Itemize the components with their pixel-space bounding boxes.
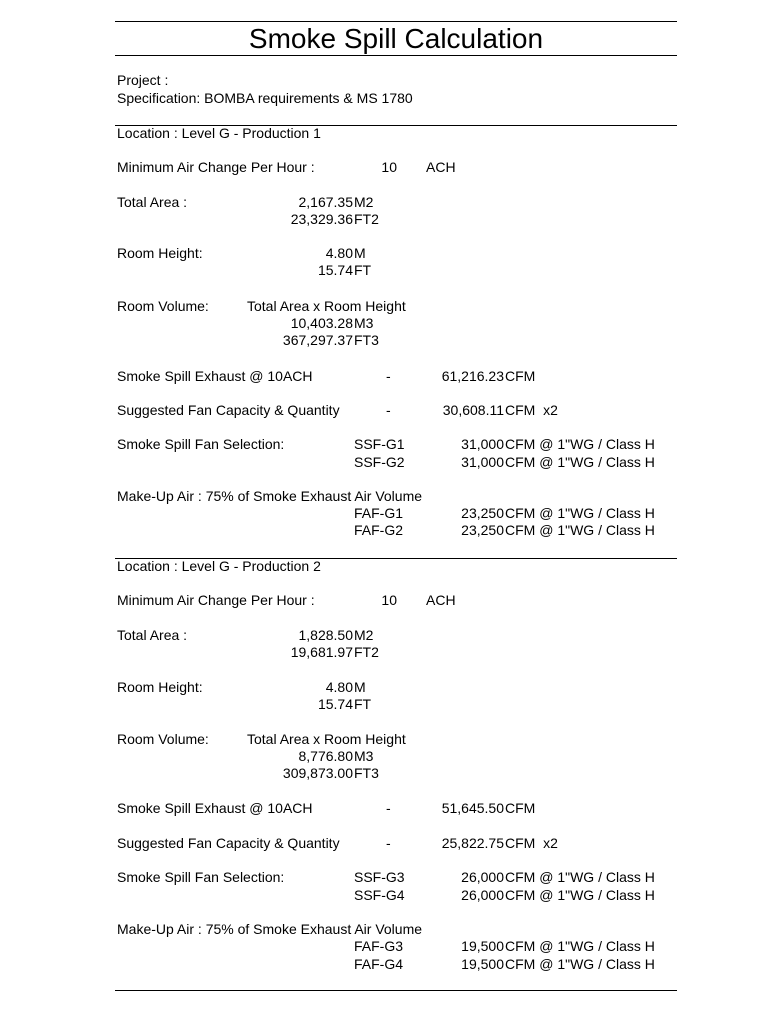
fan-tag: SSF-G1 xyxy=(354,436,405,452)
makeup-fan-tag: FAF-G2 xyxy=(354,522,404,538)
height-m-value: 4.80 xyxy=(325,245,353,261)
volume-formula: Total Area x Room Height xyxy=(247,731,406,747)
area-m2-value: 2,167.35 xyxy=(298,194,353,210)
exhaust-value: 61,216.23 xyxy=(441,368,504,384)
location-label: Location : Level G - Production 2 xyxy=(117,558,321,574)
exhaust-dash: - xyxy=(386,368,391,384)
fan-capacity-label: Suggested Fan Capacity & Quantity xyxy=(117,402,340,418)
exhaust-dash: - xyxy=(386,800,391,816)
fan-selection-label: Smoke Spill Fan Selection: xyxy=(117,869,285,885)
height-ft-value: 15.74 xyxy=(317,696,353,712)
makeup-fan-value: 23,250 xyxy=(461,522,504,538)
makeup-fan-tag: FAF-G3 xyxy=(354,938,404,954)
fan-spec: CFM @ 1"WG / Class H xyxy=(505,436,655,452)
ach-value: 10 xyxy=(381,592,397,608)
volume-m3-value: 10,403.28 xyxy=(290,315,353,331)
ach-label: Minimum Air Change Per Hour : xyxy=(117,592,315,608)
height-m-unit: M xyxy=(354,679,366,695)
fan-capacity-dash: - xyxy=(386,835,391,851)
fan-tag: SSF-G2 xyxy=(354,454,405,470)
makeup-fan-value: 19,500 xyxy=(461,956,504,972)
makeup-fan-tag: FAF-G1 xyxy=(354,505,404,521)
height-label: Room Height: xyxy=(117,679,203,695)
project-label: Project : xyxy=(117,72,169,88)
makeup-fan-spec: CFM @ 1"WG / Class H xyxy=(505,505,655,521)
specification: Specification: BOMBA requirements & MS 1780 xyxy=(117,90,413,106)
fan-spec: CFM @ 1"WG / Class H xyxy=(505,869,655,885)
volume-ft3-value: 367,297.37 xyxy=(282,332,353,348)
area-label: Total Area : xyxy=(117,627,188,643)
fan-spec: CFM @ 1"WG / Class H xyxy=(505,454,655,470)
fan-tag: SSF-G3 xyxy=(354,869,405,885)
volume-label: Room Volume: xyxy=(117,731,209,747)
exhaust-unit: CFM xyxy=(505,368,536,384)
ach-unit: ACH xyxy=(426,159,456,175)
makeup-fan-value: 19,500 xyxy=(461,938,504,954)
exhaust-value: 51,645.50 xyxy=(441,800,504,816)
fan-value: 26,000 xyxy=(461,887,504,903)
area-label: Total Area : xyxy=(117,194,188,210)
fan-tag: SSF-G4 xyxy=(354,887,405,903)
fan-capacity-label: Suggested Fan Capacity & Quantity xyxy=(117,835,340,851)
area-m2-unit: M2 xyxy=(354,194,374,210)
volume-ft3-value: 309,873.00 xyxy=(282,765,353,781)
fan-capacity-unit: CFM x2 xyxy=(505,402,558,418)
fan-value: 31,000 xyxy=(461,454,504,470)
volume-formula: Total Area x Room Height xyxy=(247,298,406,314)
fan-capacity-value: 25,822.75 xyxy=(441,835,504,851)
ach-value: 10 xyxy=(381,159,397,175)
volume-ft3-unit: FT3 xyxy=(354,332,379,348)
fan-capacity-dash: - xyxy=(386,402,391,418)
volume-ft3-unit: FT3 xyxy=(354,765,379,781)
title-rule xyxy=(115,55,677,56)
bottom-rule xyxy=(115,990,677,991)
fan-selection-label: Smoke Spill Fan Selection: xyxy=(117,436,285,452)
fan-capacity-value: 30,608.11 xyxy=(442,402,504,418)
area-ft2-value: 19,681.97 xyxy=(290,644,353,660)
fan-spec: CFM @ 1"WG / Class H xyxy=(505,887,655,903)
area-ft2-unit: FT2 xyxy=(354,211,379,227)
height-ft-unit: FT xyxy=(354,696,372,712)
fan-value: 31,000 xyxy=(461,436,504,452)
makeup-air-label: Make-Up Air : 75% of Smoke Exhaust Air Volume xyxy=(117,921,423,937)
volume-m3-value: 8,776.80 xyxy=(298,748,353,764)
height-m-value: 4.80 xyxy=(325,679,353,695)
volume-m3-unit: M3 xyxy=(354,315,374,331)
height-label: Room Height: xyxy=(117,245,203,261)
page-title: Smoke Spill Calculation xyxy=(248,23,544,54)
area-m2-value: 1,828.50 xyxy=(298,627,353,643)
exhaust-label: Smoke Spill Exhaust @ 10ACH xyxy=(117,800,313,816)
makeup-fan-spec: CFM @ 1"WG / Class H xyxy=(505,522,655,538)
height-m-unit: M xyxy=(354,245,366,261)
volume-label: Room Volume: xyxy=(117,298,209,314)
exhaust-unit: CFM xyxy=(505,800,536,816)
makeup-fan-spec: CFM @ 1"WG / Class H xyxy=(505,938,655,954)
makeup-air-label: Make-Up Air : 75% of Smoke Exhaust Air Volume xyxy=(117,488,423,504)
area-ft2-unit: FT2 xyxy=(354,644,379,660)
exhaust-label: Smoke Spill Exhaust @ 10ACH xyxy=(117,368,313,384)
fan-capacity-unit: CFM x2 xyxy=(505,835,558,851)
makeup-fan-value: 23,250 xyxy=(461,505,504,521)
fan-value: 26,000 xyxy=(461,869,504,885)
height-ft-value: 15.74 xyxy=(317,262,353,278)
area-m2-unit: M2 xyxy=(354,627,374,643)
makeup-fan-tag: FAF-G4 xyxy=(354,956,404,972)
ach-label: Minimum Air Change Per Hour : xyxy=(117,159,315,175)
height-ft-unit: FT xyxy=(354,262,372,278)
location-label: Location : Level G - Production 1 xyxy=(117,125,321,141)
makeup-fan-spec: CFM @ 1"WG / Class H xyxy=(505,956,655,972)
ach-unit: ACH xyxy=(426,592,456,608)
volume-m3-unit: M3 xyxy=(354,748,374,764)
area-ft2-value: 23,329.36 xyxy=(290,211,353,227)
